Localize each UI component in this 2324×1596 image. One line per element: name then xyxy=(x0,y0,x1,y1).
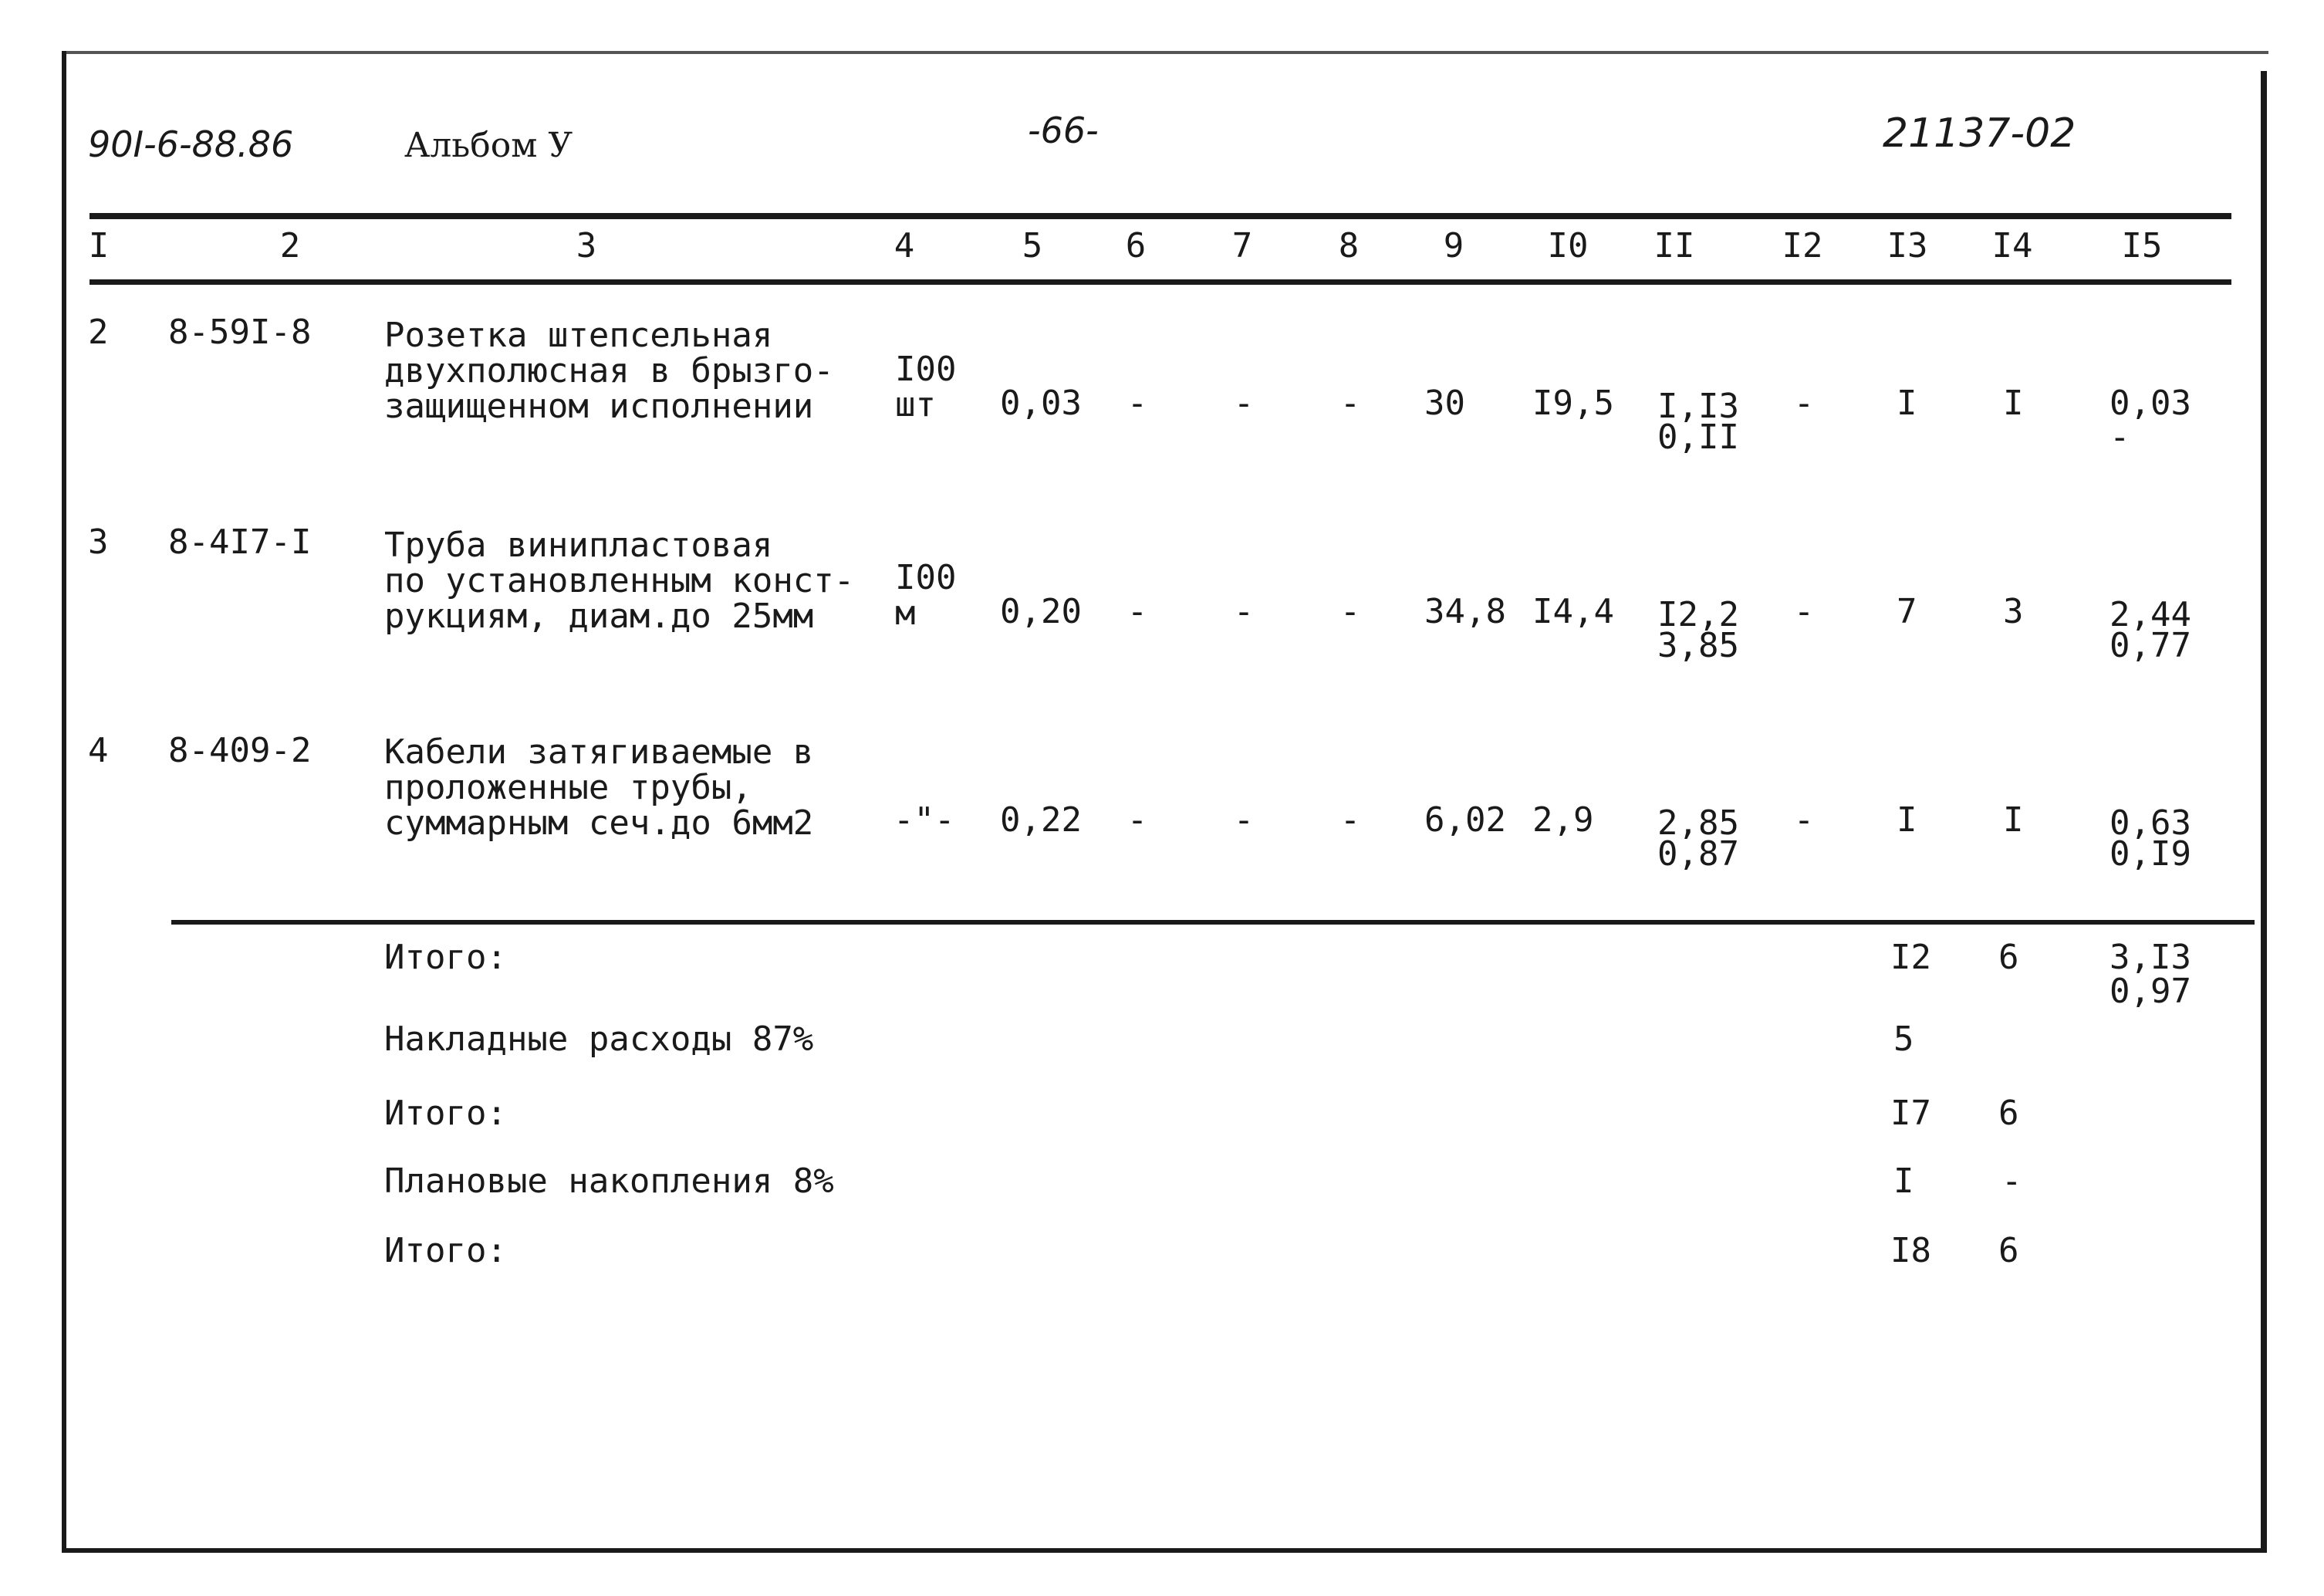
cell-col12: - xyxy=(1793,800,1815,840)
row-unit-line-2: шт xyxy=(895,385,936,424)
cell-col9: 30 xyxy=(1424,384,1465,423)
header-rule-top xyxy=(90,213,2231,219)
cell-col15-line-1: 0,03 xyxy=(2110,384,2191,423)
column-header-14: I4 xyxy=(1991,226,2033,265)
cell-col12: - xyxy=(1793,384,1815,423)
column-header-11: II xyxy=(1653,226,1695,265)
page-number: -66- xyxy=(1028,110,1099,151)
cell-col13: 7 xyxy=(1897,592,1917,631)
cell-col10: 2,9 xyxy=(1532,800,1594,840)
cell-col14: 3 xyxy=(2003,592,2024,631)
cell-col11-line-2: 0,II xyxy=(1657,418,1739,457)
row-name-line-1: Труба винипластовая xyxy=(384,526,773,565)
cell-col14: I xyxy=(2003,800,2024,840)
row-name-line-2: проложенные трубы, xyxy=(384,768,752,807)
grand-total-col14: 6 xyxy=(1998,1231,2019,1270)
sheet-number: 21137-02 xyxy=(1883,110,2076,157)
column-header-3: 3 xyxy=(576,226,597,265)
row-name-line-3: суммарным сеч.до 6мм2 xyxy=(384,803,814,843)
planned-savings-col14: - xyxy=(2001,1161,2022,1201)
column-header-1: I xyxy=(88,226,110,265)
column-header-13: I3 xyxy=(1887,226,1928,265)
cell-col5: 0,03 xyxy=(1000,384,1082,423)
frame-left-border xyxy=(62,51,66,1553)
cell-col9: 34,8 xyxy=(1424,592,1506,631)
cell-col13: I xyxy=(1897,800,1917,840)
planned-savings-col13: I xyxy=(1893,1161,1914,1201)
row-name-line-2: двухполюсная в брызго- xyxy=(384,351,834,391)
cell-col5: 0,22 xyxy=(1000,800,1082,840)
total-col14: 6 xyxy=(1998,1094,2019,1133)
row-code: 8-59I-8 xyxy=(168,313,312,352)
cell-col8: - xyxy=(1339,800,1361,840)
row-name-line-2: по установленным конст- xyxy=(384,561,855,600)
total-col15-line-1: 3,I3 xyxy=(2110,938,2191,977)
frame-right-border xyxy=(2261,71,2267,1553)
column-header-12: I2 xyxy=(1782,226,1823,265)
total-label: Итого: xyxy=(384,1094,507,1133)
row-unit-line-1: I00 xyxy=(895,558,957,597)
total-col13: I2 xyxy=(1890,938,1931,977)
planned-savings-label: Плановые накопления 8% xyxy=(384,1161,834,1201)
row-name-line-3: рукциям, диам.до 25мм xyxy=(384,597,814,636)
cell-col15-line-2: - xyxy=(2110,418,2130,457)
total-col14: 6 xyxy=(1998,938,2019,977)
cell-col13: I xyxy=(1897,384,1917,423)
cell-col15-line-2: 0,77 xyxy=(2110,626,2191,665)
row-unit-line-1: I00 xyxy=(895,350,957,389)
cell-col11-line-1: I2,2 xyxy=(1657,595,1739,634)
cell-col6: - xyxy=(1127,592,1148,631)
column-header-15: I5 xyxy=(2121,226,2163,265)
header-rule-bottom xyxy=(90,279,2231,285)
column-header-9: 9 xyxy=(1443,226,1464,265)
row-code: 8-409-2 xyxy=(168,731,312,770)
column-header-7: 7 xyxy=(1231,226,1253,265)
column-header-8: 8 xyxy=(1338,226,1360,265)
cell-col15-line-1: 2,44 xyxy=(2110,595,2191,634)
cell-col5: 0,20 xyxy=(1000,592,1082,631)
cell-col14: I xyxy=(2003,384,2024,423)
overhead-label: Накладные расходы 87% xyxy=(384,1019,814,1059)
document-code: 90I-6-88.86 xyxy=(88,123,294,165)
cell-col11-line-1: 2,85 xyxy=(1657,803,1739,843)
cell-col6: - xyxy=(1127,384,1148,423)
cell-col11-line-2: 0,87 xyxy=(1657,834,1739,874)
cell-col10: I9,5 xyxy=(1532,384,1614,423)
cell-col7: - xyxy=(1233,384,1255,423)
cell-col9: 6,02 xyxy=(1424,800,1506,840)
column-header-5: 5 xyxy=(1022,226,1043,265)
album-label: Альбом У xyxy=(404,126,573,165)
grand-total-label: Итого: xyxy=(384,1231,507,1270)
cell-col12: - xyxy=(1793,592,1815,631)
total-col13: I7 xyxy=(1890,1094,1931,1133)
row-number: 2 xyxy=(88,313,109,352)
cell-col8: - xyxy=(1339,384,1361,423)
total-col15-line-2: 0,97 xyxy=(2110,972,2191,1011)
cell-col15-line-1: 0,63 xyxy=(2110,803,2191,843)
cell-col8: - xyxy=(1339,592,1361,631)
cell-col11-line-1: I,I3 xyxy=(1657,387,1739,426)
row-name-line-3: защищенном исполнении xyxy=(384,387,814,426)
cell-col6: - xyxy=(1127,800,1148,840)
row-number: 3 xyxy=(88,522,109,562)
cell-col15-line-2: 0,I9 xyxy=(2110,834,2191,874)
row-unit-ditto: -"- xyxy=(893,800,955,840)
row-name-line-1: Розетка штепсельная xyxy=(384,316,773,355)
cell-col10: I4,4 xyxy=(1532,592,1614,631)
row-name-line-1: Кабели затягиваемые в xyxy=(384,732,814,772)
totals-rule xyxy=(171,920,2255,925)
column-header-2: 2 xyxy=(279,226,301,265)
frame-bottom-border xyxy=(62,1548,2267,1553)
grand-total-col13: I8 xyxy=(1890,1231,1931,1270)
frame-top-border xyxy=(62,51,2268,54)
cell-col11-line-2: 3,85 xyxy=(1657,626,1739,665)
column-header-6: 6 xyxy=(1125,226,1147,265)
row-number: 4 xyxy=(88,731,109,770)
total-label: Итого: xyxy=(384,938,507,977)
cell-col7: - xyxy=(1233,800,1255,840)
cell-col7: - xyxy=(1233,592,1255,631)
column-header-10: I0 xyxy=(1547,226,1589,265)
row-unit-line-2: м xyxy=(895,593,916,633)
column-header-4: 4 xyxy=(893,226,915,265)
row-code: 8-4I7-I xyxy=(168,522,312,562)
overhead-col13: 5 xyxy=(1893,1019,1914,1059)
